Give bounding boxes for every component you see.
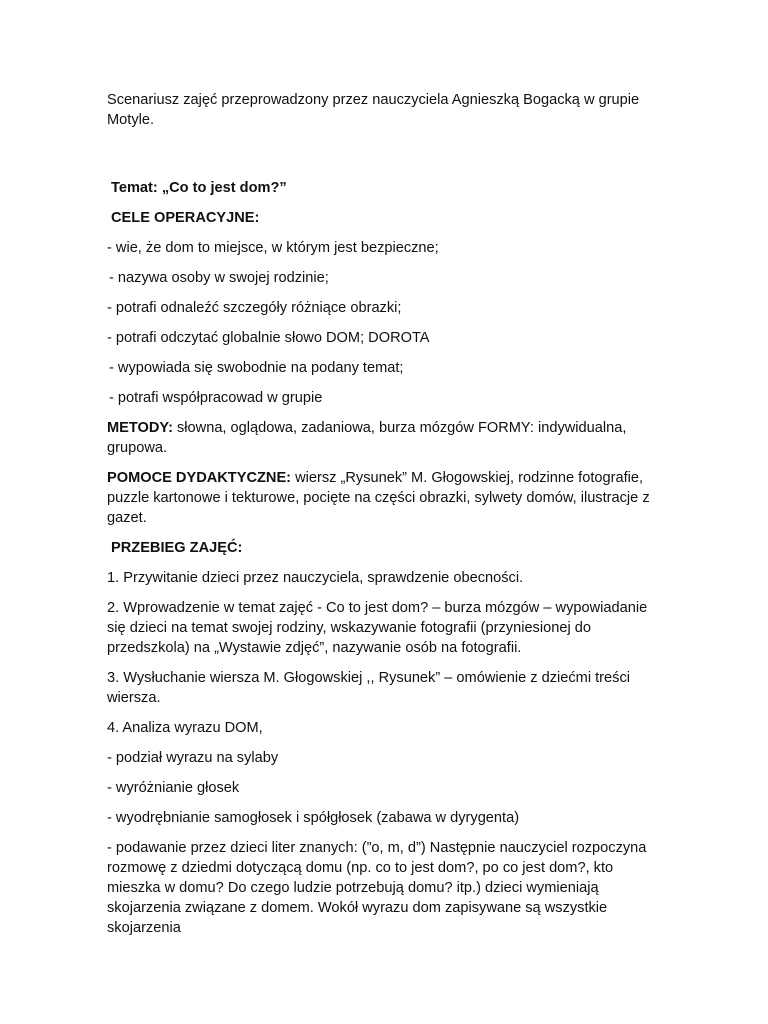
goals-heading: CELE OPERACYJNE:	[111, 210, 260, 226]
topic-heading: Temat: „Co to jest dom?”	[111, 180, 287, 196]
goal-item: - potrafi współpracowad w grupie	[109, 390, 323, 406]
aids-paragraph	[107, 468, 667, 528]
course-step: 4. Analiza wyrazu DOM,	[107, 720, 263, 736]
course-step: 2. Wprowadzenie w temat zajęć - Co to jest dom? – burza mózgów – wypowiadanie się dzieci na temat swojej rodziny, wskazywanie fotografii (przyniesionej do przedszkola) na „Wystawie zdjęć”, nazywanie osób na fotografii.	[107, 600, 648, 656]
goal-item: - potrafi odczytać globalnie słowo DOM; DOROTA	[107, 330, 430, 346]
methods-text: słowna, oglądowa, zadaniowa, burza mózgów FORMY: indywidualna, grupowa.	[107, 420, 627, 456]
goal-item: - wypowiada się swobodnie na podany temat;	[109, 360, 404, 376]
goal-item: - wie, że dom to miejsce, w którym jest bezpieczne;	[107, 240, 439, 256]
course-step: - wyróżnianie głosek	[107, 780, 240, 796]
methods-label: METODY:	[107, 420, 173, 436]
aids-text: wiersz „Rysunek” M. Głogowskiej, rodzinne fotografie, puzzle kartonowe i tekturowe, pocięte na części obrazki, sylwety domów, ilustracje z gazet.	[107, 470, 650, 526]
goal-item: - potrafi odnaleźć szczegóły różniące obrazki;	[107, 300, 402, 316]
intro-paragraph: Scenariusz zajęć przeprowadzony przez nauczyciela Agnieszką Bogacką w grupie Motyle.	[107, 92, 640, 128]
course-step: 1. Przywitanie dzieci przez nauczyciela, sprawdzenie obecności.	[107, 570, 524, 586]
course-step: - podawanie przez dzieci liter znanych: (”o, m, d”) Następnie nauczyciel rozpoczyna rozmowę z dziedmi dotyczącą domu (np. co to jest dom?, po co jest dom?, kto mieszka w domu? Do czego ludzie potrzebują domu? itp.) dzieci wymieniają skojarzenia związane z domem. Wokół wyrazu dom zapisywane są wszystkie skojarzenia	[107, 840, 647, 936]
course-step: - podział wyrazu na sylaby	[107, 750, 279, 766]
course-step: - wyodrębnianie samogłosek i spółgłosek (zabawa w dyrygenta)	[107, 810, 520, 826]
document-body	[107, 90, 667, 948]
goal-item: - nazywa osoby w swojej rodzinie;	[109, 270, 329, 286]
methods-paragraph	[107, 418, 667, 458]
course-heading: PRZEBIEG ZAJĘĆ:	[111, 540, 243, 556]
course-step: 3. Wysłuchanie wiersza M. Głogowskiej ,, Rysunek” – omówienie z dziećmi treści wiersza.	[107, 670, 630, 706]
aids-label: POMOCE DYDAKTYCZNE:	[107, 470, 292, 486]
